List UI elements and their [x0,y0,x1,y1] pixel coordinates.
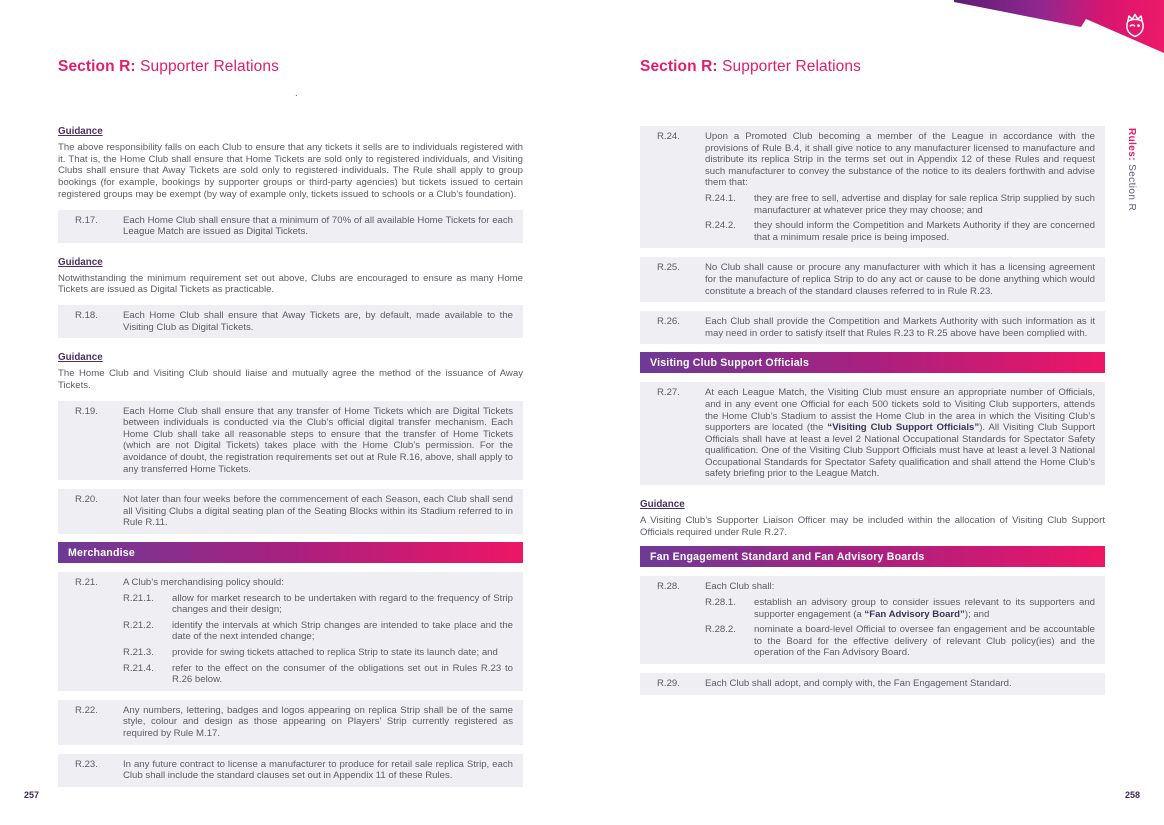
rule-number: R.27. [657,387,680,399]
sub-rule-number: R.21.1. [123,592,154,604]
rule-row [58,572,523,691]
text-segment: establish an advisory group to consider issues relevant to its supporters and supporter engagement (a [754,597,1095,620]
sub-rule-text [754,193,1095,216]
side-tab-rules-section-r [1126,128,1137,211]
sub-rule-row [123,620,513,643]
sub-rule-number: R.24.1. [705,192,736,204]
text-segment: Each Club shall provide the Competition and Markets Authority with such information as it may need in order to satisfy itself that Rules R.23 to R.25 above have been complied with. [705,316,1095,339]
text-segment: ). All Visiting Club Support Officials shall have at least a level 2 National Occupational Standards for Spectator Safety qualification. One of the Visiting Club Support Officials must have at least a level 3 National Occupational Standards for Spectator Safety qualification and shall attend the Home Club’s safety briefing prior to the League Match. [705,422,1095,480]
rule-row [640,311,1105,344]
rule-text [705,678,1095,690]
section-bar [640,352,1105,373]
section-heading-title: Supporter Relations [717,58,861,75]
page-left-content [58,126,523,787]
text-segment: they should inform the Competition and Markets Authority if they are concerned that a minimum resale price is being imposed. [754,220,1095,243]
page-number-right: 258 [1124,790,1140,800]
sub-rule-number: R.24.2. [705,220,736,232]
rule-number: R.26. [657,316,680,328]
sub-rule-number: R.21.2. [123,619,154,631]
sub-rule-text [172,663,513,686]
sub-rule-number: R.21.4. [123,662,154,674]
sub-rule-text [754,624,1095,659]
sub-rule-text [172,593,513,616]
sub-rule-row [123,593,513,616]
rule-text [123,215,513,238]
rule-number: R.28. [657,581,680,593]
section-bar-label: Visiting Club Support Officials [650,356,810,369]
rule-number: R.23. [75,758,98,770]
text-segment: they are free to sell, advertise and display for sale replica Strip supplied by such manufacturer at whatever price they may choose; and [754,192,1095,216]
rule-number: R.17. [75,214,98,226]
rule-row [58,700,523,745]
sub-rule-number: R.21.3. [123,647,154,659]
bold-defined-term: “Fan Advisory Board” [864,608,965,620]
sub-rule-row [705,597,1095,620]
rule-number: R.29. [657,678,680,690]
rule-text [123,406,513,476]
text-segment: At each League Match, the Visiting Club must ensure an appropriate number of Officials, and in any event one Official for each 500 tickets sold to Visiting Club supporters, attends the Home Club’s Stadium to assist the Home Club in the area in which the Visiting Club’s supporters are located (the [705,387,1095,434]
page-left [58,0,523,787]
rule-row [640,257,1105,302]
bold-defined-term: “Visiting Club Support Officials” [827,422,980,434]
side-tab-rules-label: Rules: [1126,128,1137,161]
page-right-content [640,126,1105,695]
text-segment: In any future contract to license a manufacturer to produce for retail sale replica Strip, each Club shall include the standard clauses set out in Appendix 11 of these Rules. [123,758,513,782]
sub-rule-row [705,624,1095,659]
stray-dot: . [295,88,298,99]
rule-row [640,576,1105,664]
rule-number: R.22. [75,704,98,716]
guidance-heading: Guidance [640,499,685,511]
page-number-left: 257 [24,790,40,800]
section-heading-label: Section R: [58,58,136,75]
text-segment: Each Club shall adopt, and comply with, the Fan Engagement Standard. [705,678,1012,690]
guidance-heading: Guidance [58,126,103,137]
sub-rule-number: R.28.1. [705,597,736,609]
rule-number: R.24. [657,131,680,142]
guidance-text: The above responsibility falls on each Club to ensure that any tickets it sells are to individuals registered with it. That is, the Home Club shall ensure that Home Tickets are sold only to registered individuals, and Visiting Clubs shall ensure that Away Tickets are sold only to registered individuals. The Rule shall apply to group bookings (for example, bookings by supporter groups or third-party agencies) but tickets issued to certain registered groups may be exempt (by way of example only, tickets issued to schools or a Club’s foundation). [58,142,523,200]
guidance-text: A Visiting Club’s Supporter Liaison Officer may be included within the allocation of Visiting Club Support Officials required under Rule R.27. [640,515,1105,538]
rule-row [640,126,1105,248]
rule-text [123,577,513,686]
sub-rule-text [754,220,1095,243]
section-heading [640,58,1105,76]
text-segment: Upon a Promoted Club becoming a member of the League in accordance with the provisions of Rule B.4, it shall give notice to any manufacturer licensed to manufacture and distribute its replica Strip in the terms set out in Appendix 12 of these Rules and request such manufacturer to convey the substance of the notice to its dealers forthwith and advise them that: [705,131,1095,189]
rule-text [705,262,1095,297]
sub-rule-row [705,193,1095,216]
sub-rule-row [123,663,513,686]
text-segment: Each Home Club shall ensure that any transfer of Home Tickets which are Digital Tickets between individuals is conducted via the Club’s official digital transfer mechanism. Each Home Club shall take all reasonable steps to ensure that the transfer of Home Tickets (which are not Digital Tickets) takes place with the Home Club’s permission. For the avoidance of doubt, the registration requirements set out at Rule R.16, above, shall apply to any transferred Home Tickets. [123,405,513,475]
rule-row [640,673,1105,695]
sub-rule-row [705,220,1095,243]
rule-text [123,705,513,740]
rule-text [705,581,1095,659]
rule-text [705,387,1095,480]
text-segment: Each Home Club shall ensure that Away Tickets are, by default, made available to the Visiting Club as Digital Tickets. [123,310,513,333]
text-segment: A Club’s merchandising policy should: [123,577,284,589]
section-heading-label: Section R: [640,58,718,75]
text-segment: refer to the effect on the consumer of the obligations set out in Rules R.23 to R.26 below. [172,662,513,686]
rule-number: R.20. [75,494,98,506]
rule-text [705,131,1095,243]
text-segment: Each Home Club shall ensure that a minimum of 70% of all available Home Tickets for each League Match are issued as Digital Tickets. [123,214,513,238]
lion-brow [1130,25,1134,26]
guidance-heading: Guidance [58,256,103,268]
text-segment: No Club shall cause or procure any manufacturer with which it has a licensing agreement for the manufacture of replica Strip to do any act or cause to be done anything which would constitute a breach of the standard clauses referred to in Rule R.23. [705,262,1095,297]
guidance-text: The Home Club and Visiting Club should liaise and mutually agree the method of the issuance of Away Tickets. [58,368,523,391]
sub-rule-number: R.28.2. [705,624,736,636]
sub-rule-text [172,647,513,659]
side-tab-section-label: Section R [1126,160,1137,212]
rule-text [705,316,1095,339]
rule-text [123,494,513,529]
rule-text [123,310,513,333]
text-segment: provide for swing tickets attached to replica Strip to state its launch date; and [172,647,498,659]
text-segment: nominate a board-level Official to oversee fan engagement and be accountable to the Board for the effective delivery of relevant Club policy(ies) and the operation of the Fan Advisory Board. [754,624,1095,659]
sub-rule-text [172,620,513,643]
page-right [640,0,1105,695]
section-bar [58,542,523,563]
rule-row [58,305,523,338]
rule-number: R.21. [75,577,98,589]
text-segment: identify the intervals at which Strip changes are intended to take place and the date of the next intended change; [172,619,513,643]
rule-row [58,210,523,243]
text-segment: allow for market research to be undertaken with regard to the frequency of Strip changes and their design; [172,592,513,616]
text-segment: ); and [964,608,990,620]
sub-rule-text [754,597,1095,620]
sub-rule-row [123,647,513,659]
section-bar-label: Fan Engagement Standard and Fan Advisory Boards [650,550,925,563]
rule-text [123,759,513,782]
premier-league-logo [1119,10,1151,42]
rule-row [58,401,523,481]
lion-eye [1137,24,1140,27]
guidance-text: Notwithstanding the minimum requirement set out above, Clubs are encouraged to ensure as many Home Tickets are issued as Digital Tickets as practicable. [58,272,523,296]
guidance-heading: Guidance [58,352,103,364]
rule-number: R.18. [75,310,98,322]
section-heading [58,58,523,76]
text-segment: Any numbers, lettering, badges and logos appearing on replica Strip shall be of the same style, colour and design as those appearing on Players’ Strip currently registered as required by Rule M.17. [123,704,513,739]
section-bar-label: Merchandise [68,546,135,559]
lion-head [1127,19,1143,36]
section-heading-title: Supporter Relations [135,58,279,75]
section-bar [640,546,1105,567]
rule-row [58,489,523,534]
rule-row [58,754,523,787]
text-segment: Not later than four weeks before the commencement of each Season, each Club shall send all Visiting Clubs a digital seating plan of the Seating Blocks within its Stadium referred to in Rule R.11. [123,494,513,529]
rule-number: R.25. [657,262,680,274]
text-segment: Each Club shall: [705,581,775,593]
rule-number: R.19. [75,405,98,417]
rule-row [640,382,1105,485]
